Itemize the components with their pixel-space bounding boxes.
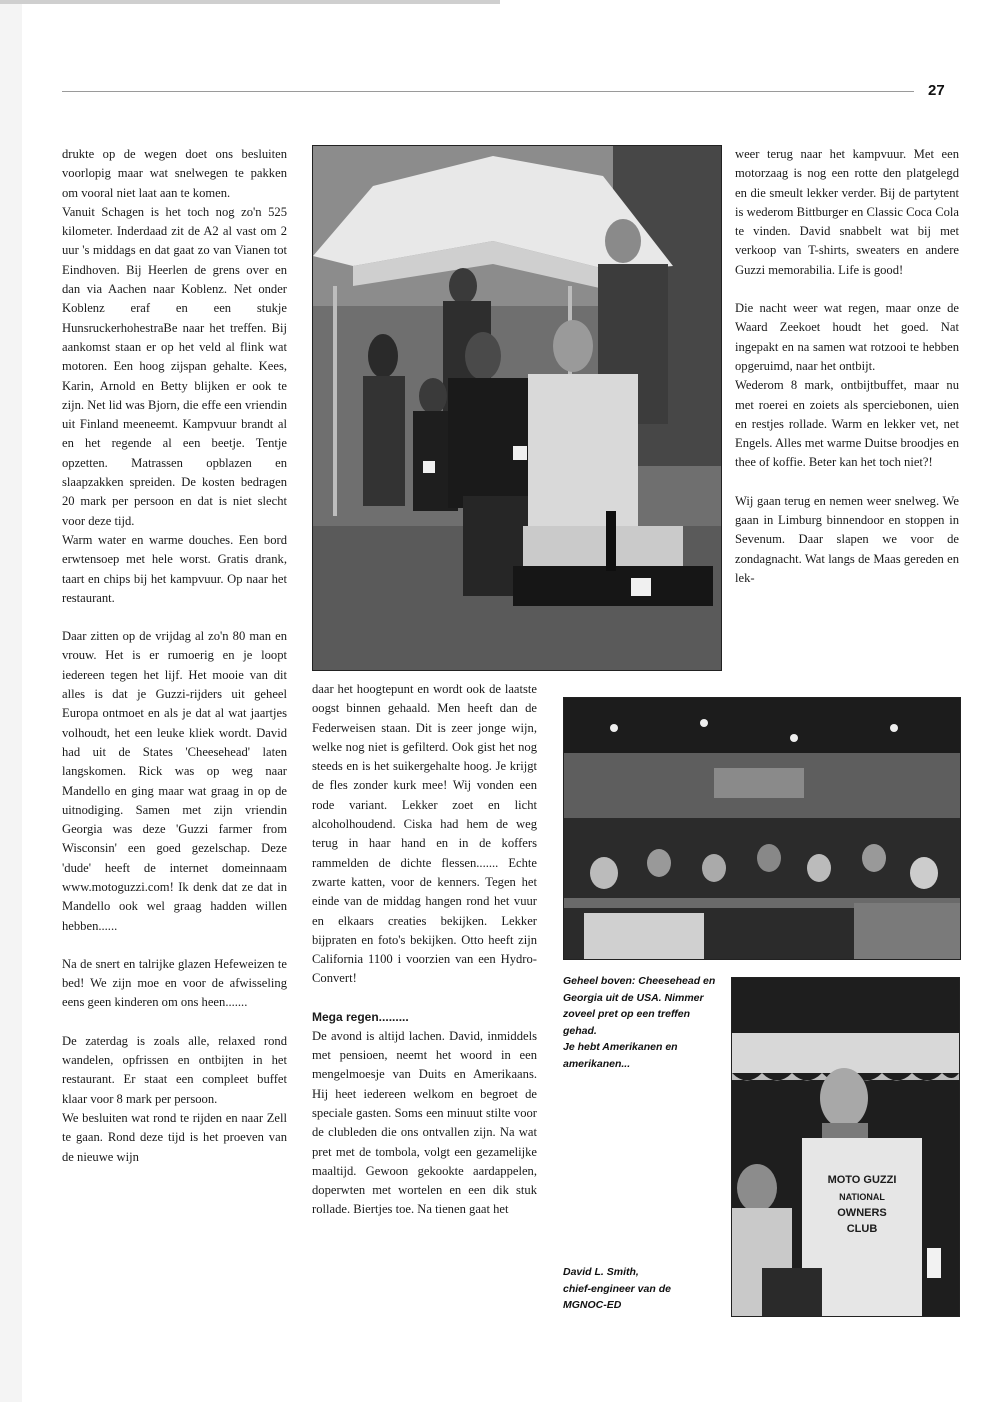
header-rule [62, 91, 914, 92]
sweater-print: NATIONAL [839, 1192, 885, 1202]
scan-edge [0, 0, 22, 1402]
photo-david-image [732, 978, 959, 1316]
caption-line: MGNOC-ED [563, 1299, 622, 1311]
paragraph: Warm water en warme douches. Een bord erwtensoep met hele worst. Gratis drank, taart en chips bij het kampvuur. Op naar het restaurant. [62, 532, 287, 605]
photo-david [731, 977, 960, 1317]
page-number: 27 [928, 82, 945, 99]
caption-david [563, 1264, 725, 1314]
photo-restaurant-image [564, 698, 960, 959]
caption-line: Georgia uit de USA. Nimmer [563, 991, 704, 1004]
photo-restaurant [563, 697, 961, 960]
caption-line: David L. Smith, [563, 1266, 639, 1278]
caption-line: amerikanen... [563, 1057, 631, 1070]
caption-line: Geheel boven: Cheesehead en [563, 975, 716, 987]
caption-line: zoveel pret op een treffen [563, 1008, 691, 1020]
paragraph: weer terug naar het kampvuur. Met een motorzaag is nog een rotte den platgelegd en die smeult lekker verder. Bij de partytent is wederom Bittburger en Classic Coca Cola te vinden. David snabbelt wat bij met verkoop van T-shirts, sweaters en andere Guzzi memorabilia. Life is good! [735, 147, 959, 277]
sweater-print: OWNERS [837, 1207, 887, 1219]
paragraph: drukte op de wegen doet ons besluiten voorlopig maar wat snelwegen te pakken om vooral niet laat aan te komen. [62, 147, 287, 200]
caption-line: gehad. [563, 1024, 597, 1037]
caption-line: chief-engineer van de [563, 1282, 671, 1295]
column-right [735, 145, 959, 588]
sweater-print: CLUB [846, 1223, 878, 1235]
column-left [62, 145, 287, 1167]
photo-tent [312, 145, 722, 671]
paragraph: Wederom 8 mark, ontbijtbuffet, maar nu met roerei en zoiets als sperciebonen, uien en restjes rollade. Warm en lekker vet, net Engels. Alles met warme Duitse broodjes en thee of koffie. Beter kan het toch niet?! [735, 378, 959, 470]
photo-tent-image [313, 146, 721, 670]
paragraph: Daar zitten op de vrijdag al zo'n 80 man en vrouw. Het is er rumoerig en je loopt iedereen tegen het lijf. Het mooie van dit alles is dat je Guzzi-rijders uit geheel Europa ontmoet en als je dat al wat jaartjes volhoudt, het een leuke kliek wordt. David had uit de States 'Cheesehead' laten langskomen. Rick was op weg naar Mandello en ging maar wat graag in op de uitnodiging. Samen met zijn vriendin Georgia was deze 'Guzzi farmer from Wisconsin' een goed gezelschap. Deze 'dude' heeft de internet domeinnaam www.motoguzzi.com! Ik denk dat ze dat in Mandello ook wel graag hadden willen hebben...... [62, 629, 287, 933]
paragraph: daar het hoogtepunt en wordt ook de laatste oogst binnen gehaald. Men heeft dan de Federweisen staan. Dit is zeer jonge wijn, welke nog niet is gefilterd. Ook gist het nog steeds en is het suikergehalte hoog. Je krijgt de fles zonder kurk mee! Wij vonden een rode variant. Lekker zoet en licht alcoholhoudend. Ciska had hem de weg terug in haar hand en in de koffers rammelden de dichte flessen....... Echte zwarte katten, voor de kenners. Tegen het einde van de middag hangen rond het vuur en elkaars creaties bekijken. Lekker bijpraten en foto's bekijken. Otto heeft zijn California 1100 i voorzien van een Hydro-Convert! [312, 682, 537, 986]
paragraph: De zaterdag is zoals alle, relaxed rond wandelen, opfrissen en ontbijten in het restaurant. Er staat een compleet buffet klaar voor 8 mark per persoon. [62, 1033, 287, 1106]
scan-top-strip [0, 0, 500, 4]
paragraph: Vanuit Schagen is het toch nog zo'n 525 kilometer. Inderdaad zit de A2 al vast om 2 uur 's middags en dat gaat zo van Vianen tot Eindhoven. Bij Heerlen de grens over en dan via Aachen naar Koblenz. Net onder Koblenz eraf en een stukje HunsruckerhohestraBe naar het treffen. Bij aankomst staan er op het veld al flink wat motoren. Een hoog zijspan gehalte. Kees, Karin, Arnold en Betty blijken er ook te zijn. Net lid was Bjorn, die effe een vriendin uit Finland meeneemt. Kampvuur brandt al en het regende al een beetje. Tentje opzetten. Matrassen opblazen en slaapzakken spreiden. De kosten bedragen 20 mark per persoon en dat is niet slecht voor deze tijd. [62, 204, 287, 528]
section-heading: Mega regen......... [312, 1009, 409, 1024]
sweater-print: MOTO GUZZI [827, 1174, 897, 1186]
paragraph: Na de snert en talrijke glazen Hefeweizen te bed! We zijn moe en voor de afwisseling eens geen kinderen om ons heen....... [62, 956, 287, 1010]
caption-line: Je hebt Amerikanen en [563, 1041, 678, 1053]
caption-restaurant [563, 973, 725, 1072]
paragraph: We besluiten wat rond te rijden en naar Zell te gaan. Rond deze tijd is het proeven van de nieuwe wijn [62, 1110, 287, 1164]
paragraph: Die nacht weer wat regen, maar onze de Waard Zeekoet houdt het goed. Nat ingepakt en na samen wat rotzooi te hebben opgeruimd, naar het ontbijt. [735, 301, 959, 373]
column-middle [312, 680, 537, 1220]
paragraph: Wij gaan terug en nemen weer snelweg. We gaan in Limburg binnendoor en stoppen in Sevenum. Daar slapen we voor de zondagnacht. Wat langs de Maas gereden en lek- [735, 493, 959, 585]
paragraph: De avond is altijd lachen. David, inmiddels met pensioen, neemt het woord in een mengelmoesje van Duits en Amerikaans. Hij heet iedereen welkom en begroet de speciale gasten. Soms een minuut stilte voor de clubleden die ons ontvallen zijn. Na wat pret met de tombola, volgt een gezamelijke maaltijd. Gewoon gekookte aardappelen, doperwten met wortelen en een dik stuk rollade. Biertjes toe. Na tienen gaat het [312, 1028, 537, 1217]
